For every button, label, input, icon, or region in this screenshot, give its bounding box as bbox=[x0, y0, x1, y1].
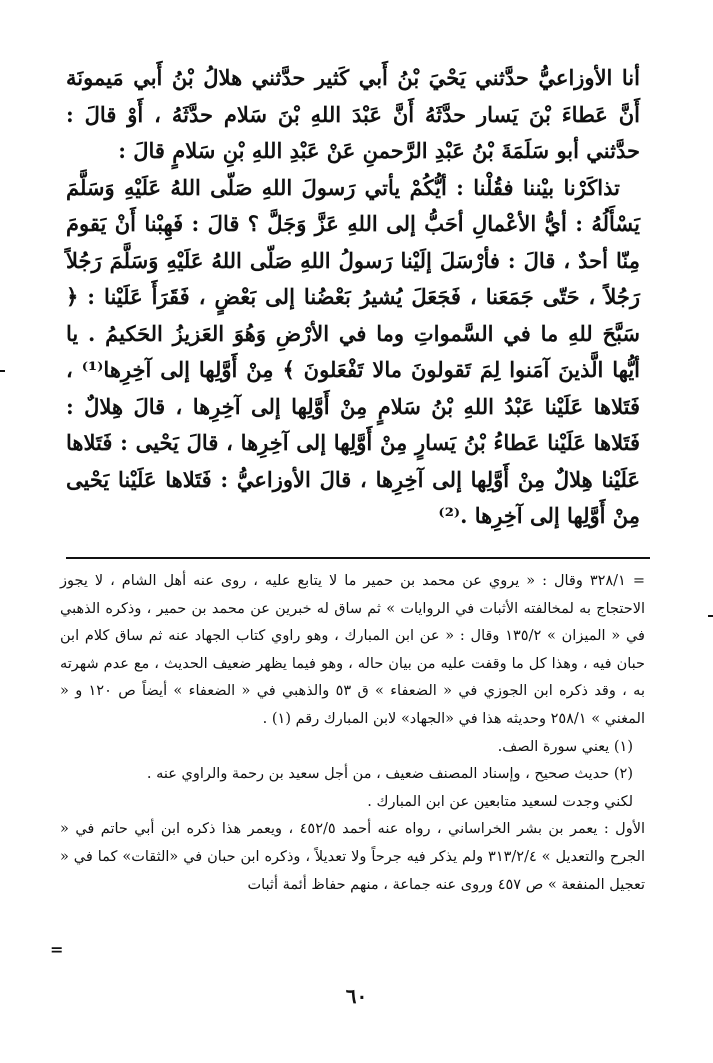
footnote-2-detail: الأول : يعمر بن بشر الخراساني ، رواه عنه أحمد ٤٥٢/٥ ، ويعمر هذا ذكره ابن أبي حاتم في « الجرح والتعديل » ٣١٣/٢/٤ ولم يذكر فيه جرحاً ولا تعديلاً ، وذكره ابن حبان في «الثقات» كما في « تعجيل المنفعة » ص ٤٥٧ وروى عنه جماعة ، منهم حفاظ أئمة أثبات bbox=[60, 821, 645, 893]
page-number: ٦٠ bbox=[345, 984, 368, 1008]
hadith-text bbox=[66, 60, 640, 535]
isnad-paragraph: أنا الأوزاعيُّ حدَّثني يَحْيَ بْنُ أَبي كَثير حدَّثني هلالُ بْنُ أَبي مَيمونَة أَنَّ عَطاءَ بْنَ يَسار حدَّثَهُ أَنَّ عَبْدَ اللهِ بْنَ سَلام حدَّثَهُ ، أَوْ قالَ : حدَّثني أبو سَلَمَةَ بْنُ عَبْدِ الرَّحمنِ عَنْ عَبْدِ اللهِ بْنِ سَلامٍ قالَ : bbox=[66, 65, 640, 163]
scan-mark bbox=[708, 615, 713, 617]
footnote-divider bbox=[66, 557, 650, 559]
matn-paragraph: تذاكَرْنا بيْننا فقُلْنا : أيُّكُمْ يأتي رَسولَ اللهِ صَلّى اللهُ عَلَيْهِ وَسَلَّمَ يَسْأَلُهُ : أيُّ الأعْمالِ أحَبُّ إلى اللهِ عَزَّ وَجَلَّ ؟ قالَ : فَهِبْنا أَنْ يَقومَ مِنّا أحدٌ ، قالَ : فأرْسَلَ إلَيْنا رَسولُ اللهِ صَلّى اللهُ عَلَيْهِ وَسَلَّمَ رَجُلاً رَجُلاً ، حَتّى جَمَعَنا ، فَجَعَلَ يُشيرُ بَعْضُنا إلى بَعْضٍ ، فَقَرَأَ عَلَيْنا : ﴿ سَبَّحَ للهِ ما في السَّمواتِ وما في الأرْضِ وَهُوَ العَزيزُ الحَكيمُ . يا أيُّها الَّذينَ آمَنوا لِمَ تَقولونَ مالا تَفْعَلونَ ﴾ مِنْ أَوَّلِها إلى آخِرِها⁽¹⁾ ، فَتَلاها عَلَيْنا عَبْدُ اللهِ بْنُ سَلامٍ مِنْ أَوَّلِها إلى آخِرِها ، قالَ هِلالٌ : فَتَلاها عَلَيْنا عَطاءُ بْنُ يَسارٍ مِنْ أَوَّلِها إلى آخِرِها ، قالَ يَحْيى : فَتَلاها عَلَيْنا هِلالٌ مِنْ أَوَّلِها إلى آخِرِها ، قالَ الأوزاعيُّ : فَتَلاها عَلَيْنا يَحْيى مِنْ أَوَّلِها إلى آخِرِها .⁽²⁾ bbox=[66, 174, 641, 528]
footnote-continuation: = ٣٢٨/١ وقال : « يروي عن محمد بن حمير ما لا يتابع عليه ، روى عنه أهل الشام ، لا يجوز الاحتجاج به لمخالفته الأثبات في الروايات » ثم ساق له خبرين عن محمد بن حمير ، وذكره الذهبي في « الميزان » ١٣٥/٢ وقال : « عن ابن المبارك ، وهو راوي كتاب الجهاد عنه ثم ساق كلام ابن حبان فيه ، وهذا كل ما وقفت عليه من بيان حاله ، وهو فيما يظهر ضعيف الحديث ، مع عدم شهرته به ، وقد ذكره ابن الجوزي في « الضعفاء » ق ٥٣ والذهبي في « الضعفاء » أيضاً ص ١٢٠ و « المغني » ٢٥٨/١ وحديثه هذا في «الجهاد» لابن المبارك رقم (١) . bbox=[60, 573, 645, 727]
footnotes-section bbox=[60, 568, 645, 899]
scan-mark bbox=[0, 370, 5, 372]
footnote-2-note: لكني وجدت لسعيد متابعين عن ابن المبارك . bbox=[367, 793, 633, 810]
footnote-1: (١) يعني سورة الصف. bbox=[497, 738, 633, 755]
footnote-2: (٢) حديث صحيح ، وإسناد المصنف ضعيف ، من أجل سعيد بن رحمة والراوي عنه . bbox=[146, 766, 633, 783]
continuation-mark: = bbox=[50, 940, 64, 959]
